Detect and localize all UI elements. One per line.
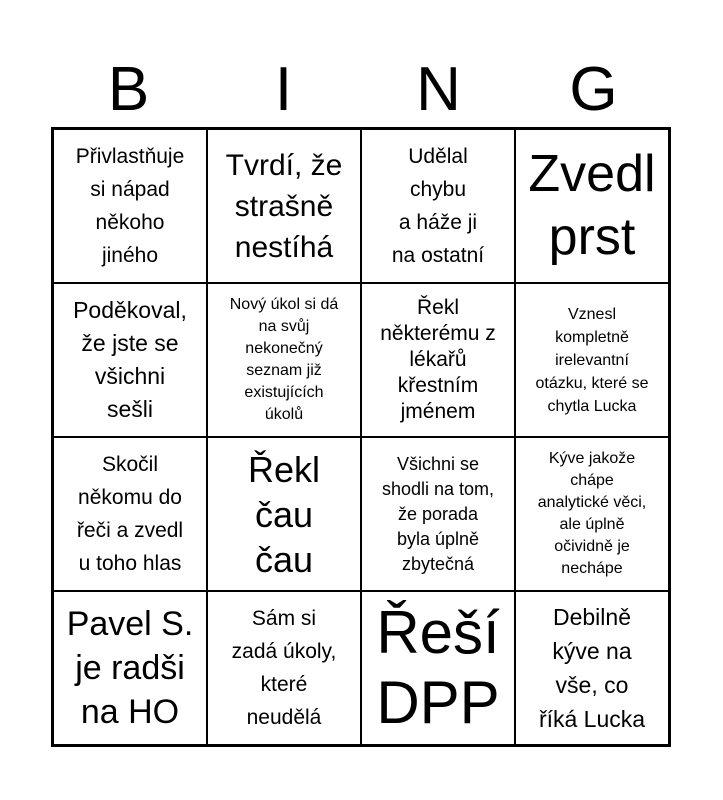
bingo-cell[interactable] xyxy=(53,283,207,437)
bingo-cell-text: Řekl některému z lékařů křestním jménem xyxy=(380,296,496,423)
bingo-cell[interactable] xyxy=(207,437,361,591)
header-letter-i: I xyxy=(274,55,293,124)
bingo-cell[interactable] xyxy=(207,283,361,437)
bingo-cell-text: Tvrdí, že strašně nestíhá xyxy=(225,148,343,264)
bingo-cell[interactable] xyxy=(361,437,515,591)
bingo-cell-text: Řeší DPP xyxy=(376,599,500,736)
header-letter-b: B xyxy=(107,55,150,124)
bingo-cell-text: Vznesl kompletně irelevantní otázku, které se chytla Lucka xyxy=(535,305,649,415)
bingo-cell[interactable] xyxy=(515,283,669,437)
header-letter-n: N xyxy=(416,55,461,124)
bingo-cell-text: Všichni se shodli na tom, že porada byla úplně zbytečná xyxy=(381,453,495,574)
bingo-grid xyxy=(51,127,671,747)
bingo-cell[interactable] xyxy=(53,591,207,745)
bingo-cell[interactable] xyxy=(515,437,669,591)
bingo-cell[interactable] xyxy=(361,129,515,283)
bingo-cell-text: Nový úkol si dá na svůj nekonečný seznam již existujících úkolů xyxy=(229,296,339,423)
bingo-cell[interactable] xyxy=(53,437,207,591)
bingo-cell[interactable] xyxy=(515,591,669,745)
bingo-cell[interactable] xyxy=(207,591,361,745)
bingo-cell-text: Udělal chybu a háže ji na ostatní xyxy=(391,145,485,267)
bingo-cell[interactable] xyxy=(515,129,669,283)
bingo-cell[interactable] xyxy=(361,283,515,437)
bingo-cell-text: Pavel S. je radši na HO xyxy=(66,605,194,731)
bingo-cell-text: Zvedl prst xyxy=(528,145,656,266)
bingo-cell-text: Poděkoval, že jste se všichni sešli xyxy=(73,297,187,422)
bingo-cell-text: Řekl čau čau xyxy=(247,448,321,580)
bingo-cell-text: Sám si zadá úkoly, které neudělá xyxy=(231,607,337,729)
bingo-cell-text: Přivlastňuje si nápad někoho jiného xyxy=(75,145,185,267)
header-letter-g: G xyxy=(569,55,618,124)
bingo-cell-text: Debilně kýve na vše, co říká Lucka xyxy=(538,604,646,732)
bingo-cell[interactable] xyxy=(361,591,515,745)
bingo-cell-text: Kýve jakože chápe analytické věci, ale úplně očividně je nechápe xyxy=(537,450,647,577)
bingo-header xyxy=(51,52,671,128)
bingo-cell[interactable] xyxy=(207,129,361,283)
bingo-cell-text: Skočil někomu do řeči a zvedl u toho hlas xyxy=(76,453,184,575)
bingo-cell[interactable] xyxy=(53,129,207,283)
